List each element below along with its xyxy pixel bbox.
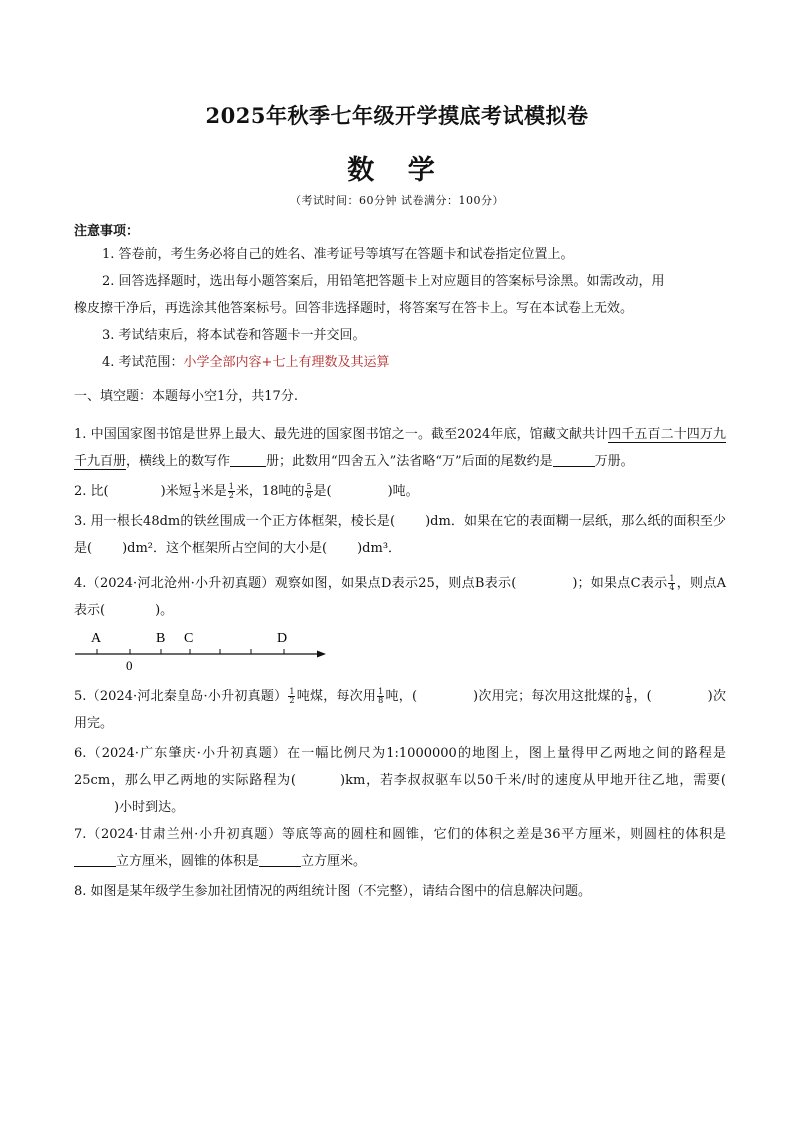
- exam-scope: 小学全部内容+七上有理数及其运算: [183, 355, 390, 370]
- q4-text-b: )；如果点C表示: [572, 576, 668, 591]
- q2-fraction-1: $\frac{1}{3}$: [193, 482, 199, 500]
- q7-blank-1[interactable]: [74, 850, 116, 867]
- q5-text-d: )次用完；每次用这批煤的: [473, 689, 625, 704]
- point-A-label: A: [91, 631, 102, 646]
- point-D-label: D: [277, 631, 288, 646]
- q1-text-b: ，横线上的数写作: [126, 454, 231, 469]
- exam-title: 2025年秋季七年级开学摸底考试模拟卷: [205, 103, 589, 128]
- q1-text-d: 万册。: [594, 454, 634, 469]
- notice-item-4: [74, 349, 724, 376]
- question-6: [74, 740, 726, 821]
- q4-fraction: $\frac{1}{4}$: [669, 574, 675, 592]
- question-2: [74, 478, 726, 505]
- q1-blank-2[interactable]: [553, 450, 595, 467]
- point-C-label: C: [184, 631, 194, 646]
- exam-meta: （考试时间：60分钟 试卷满分：100分）: [290, 194, 504, 207]
- q1-underlined-number: 四千五百二十四万九千九百册: [74, 427, 726, 469]
- q4-text-c: ，则点A表示(: [74, 576, 727, 618]
- question-4: [74, 570, 726, 624]
- q5-fraction-2: $\frac{1}{8}$: [378, 687, 384, 705]
- q2-text-a: 2. 比(: [74, 484, 109, 499]
- q5-fraction-3: $\frac{1}{8}$: [626, 687, 632, 705]
- q2-text-g: )吨。: [387, 484, 419, 499]
- q7-blank-2[interactable]: [259, 850, 301, 867]
- question-5: [74, 683, 726, 737]
- notice-item-4-prefix: 4. 考试范围：: [102, 355, 184, 370]
- notice-item-2: [74, 268, 724, 322]
- q7-text-c: 立方厘米。: [301, 854, 367, 869]
- point-B-label: B: [156, 631, 166, 646]
- q6-text-b: )km，若李叔叔驱车以50千米/时的速度从甲地开往乙地，需要(: [340, 773, 726, 788]
- q2-text-b: )米短: [160, 484, 192, 499]
- number-line-ticks: [97, 649, 284, 654]
- q1-blank-1[interactable]: [230, 450, 266, 467]
- q4-text-d: )。: [155, 603, 174, 618]
- subject-title: 数 学: [347, 155, 447, 186]
- q5-text-f: )次用完。: [74, 689, 726, 731]
- q2-text-d: 米，18吨的: [235, 484, 305, 499]
- section-fill-in: 一、填空题：本题每小空1分，共17分.: [74, 389, 298, 404]
- notice-item-3: [74, 322, 724, 349]
- q5-text-e: ，(: [633, 689, 652, 704]
- q5-text-a: 5.（2024·河北秦皇岛·小升初真题）: [74, 689, 288, 704]
- zero-label: 0: [126, 658, 133, 673]
- q2-text-c: 米是: [200, 484, 227, 499]
- q7-text-b: 立方厘米，圆锥的体积是: [116, 854, 260, 869]
- q1-text-c: 册；此数用“四舍五入”法省略“万”后面的尾数约是: [266, 454, 553, 469]
- number-line-figure: [70, 625, 332, 675]
- q2-text-e: 是(: [313, 484, 332, 499]
- q7-text-a: 7.（2024·甘肃兰州·小升初真题）等底等高的圆柱和圆锥，它们的体积之差是36平方厘米，则圆柱的体积是: [74, 827, 726, 842]
- q1-text-a: 1. 中国国家图书馆是世界上最大、最先进的国家图书馆之一。截至2024年底，馆藏文献共计: [74, 427, 609, 442]
- q2-fraction-2: $\frac{1}{2}$: [228, 482, 234, 500]
- q3-text-d: )dm³．: [357, 541, 402, 556]
- q2-fraction-3: $\frac{5}{6}$: [306, 482, 312, 500]
- notice-item-1: [74, 241, 724, 268]
- notice-item-2-line2: 橡皮擦干净后，再选涂其他答案标号。回答非选择题时，将答案写在答卡上。写在本试卷上无效。: [74, 301, 634, 316]
- notice-item-2-line1: 2. 回答选择题时，选出每小题答案后，用铅笔把答题卡上对应题目的答案标号涂黑。如需改动，用: [102, 274, 665, 289]
- q5-fraction-1: $\frac{1}{2}$: [289, 687, 295, 705]
- question-8: 8. 如图是某年级学生参加社团情况的两组统计图（不完整），请结合图中的信息解决问题。: [74, 884, 592, 899]
- number-line-arrow: [317, 651, 326, 658]
- q5-text-c: 吨，(: [385, 689, 418, 704]
- q3-text-b: )dm．如果在它的表面糊一层纸，那么纸的面积至少是(: [74, 514, 726, 556]
- notice-item-1-text: 1. 答卷前，考生务必将自己的姓名、准考证号等填写在答题卡和试卷指定位置上。: [102, 247, 574, 262]
- q6-text-c: )小时到达。: [114, 800, 185, 815]
- question-3: [74, 508, 726, 562]
- q5-text-b: 吨煤，每次用: [296, 689, 377, 704]
- question-1: [74, 421, 726, 475]
- notice-item-3-text: 3. 考试结束后，将本试卷和答题卡一并交回。: [102, 328, 366, 343]
- q4-text-a: 4.（2024·河北沧州·小升初真题）观察如图，如果点D表示25，则点B表示(: [74, 576, 517, 591]
- q3-text-a: 3. 用一根长48dm的铁丝围成一个正方体框架，棱长是(: [74, 514, 396, 529]
- q6-text-a: 6.（2024·广东肇庆·小升初真题）在一幅比例尺为1:1000000的地图上，图上量得甲乙两地之间的路程是25cm，那么甲乙两地的实际路程为(: [74, 746, 726, 788]
- notice-heading: 注意事项：: [74, 224, 140, 239]
- q3-text-c: )dm²．这个框架所占空间的大小是(: [122, 541, 328, 556]
- question-7: [74, 821, 726, 875]
